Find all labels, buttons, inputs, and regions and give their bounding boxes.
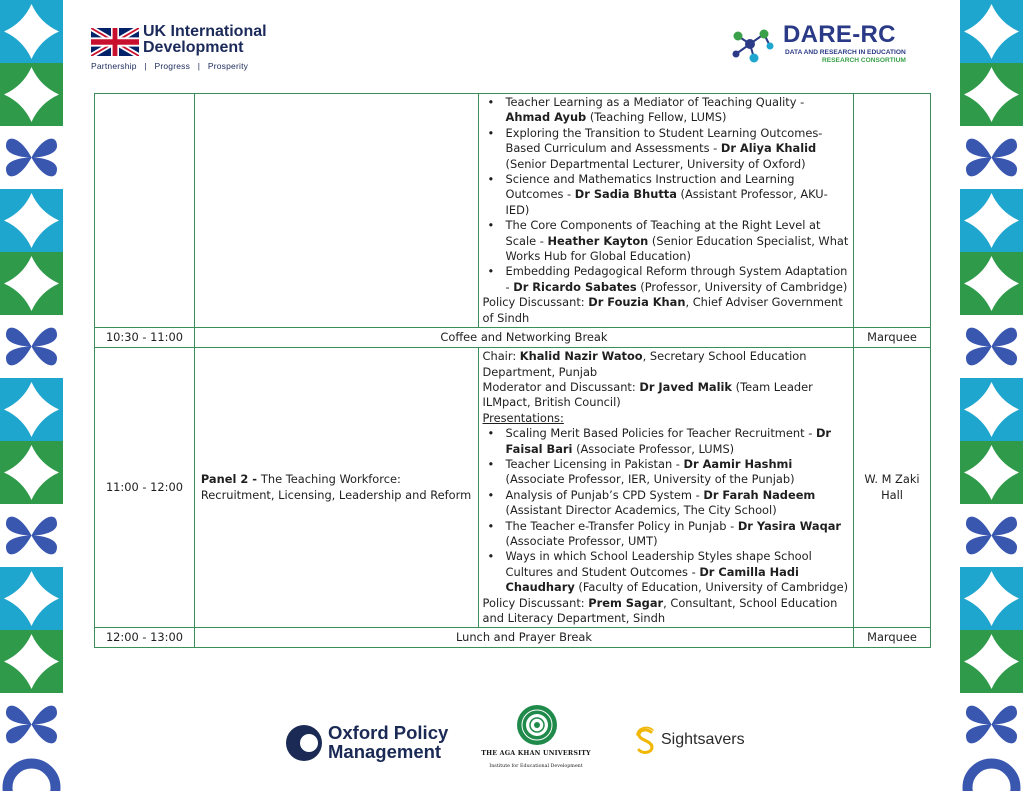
page-header: [63, 0, 960, 88]
policy-discussant: Policy Discussant: Dr Fouzia Khan, Chief Adviser Government of Sindh: [482, 295, 843, 325]
opm-name: Oxford Policy Management: [328, 722, 449, 762]
dare-subtitle: DATA AND RESEARCH IN EDUCATION: [785, 49, 906, 56]
venue-cell: Marquee: [854, 628, 931, 648]
list-item: • Science and Mathematics Instruction and Learning Outcomes - Dr Sadia Bhutta (Assistant Professor, AKU-IED): [483, 172, 850, 218]
venue-cell: W. M Zaki Hall: [854, 348, 931, 628]
details-cell: [478, 348, 854, 628]
session-cell: [194, 94, 478, 328]
presentation-list: [483, 426, 850, 595]
dare-title: DARE-RC: [783, 21, 896, 48]
break-label: Coffee and Networking Break: [194, 328, 853, 348]
list-item: • Exploring the Transition to Student Learning Outcomes-Based Curriculum and Assessments - Dr Aliya Khalid (Senior Departmental Lecturer, University of Oxford): [483, 126, 850, 172]
page-footer: [63, 700, 960, 791]
dare-rc-logo: [728, 22, 928, 70]
aku-name: THE AGA KHAN UNIVERSITY: [481, 750, 591, 757]
opm-circle-icon: [285, 724, 323, 762]
details-cell: [478, 94, 854, 328]
time-cell: 10:30 - 11:00: [95, 328, 195, 348]
list-item: • Embedding Pedagogical Reform through System Adaptation - Dr Ricardo Sabates (Professor, University of Cambridge): [483, 264, 850, 295]
network-nodes-icon: [728, 22, 776, 66]
list-item: • Teacher Licensing in Pakistan - Dr Aamir Hashmi (Associate Professor, IER, University of the Punjab): [483, 457, 850, 488]
table-row: [95, 628, 931, 648]
right-pattern-strip: [960, 0, 1023, 791]
time-cell: [95, 94, 195, 328]
list-item: • The Core Components of Teaching at the Right Level at Scale - Heather Kayton (Senior Education Specialist, What Works Hub for Global Education): [483, 218, 850, 264]
ukid-tagline: Partnership | Progress | Prosperity: [91, 61, 249, 71]
break-label: Lunch and Prayer Break: [194, 628, 853, 648]
table-row: [95, 94, 931, 328]
moderator-line: Moderator and Discussant: Dr Javed Malik (Team Leader ILMpact, British Council): [482, 379, 813, 410]
venue-cell: [854, 94, 931, 328]
uk-international-development-logo: [91, 24, 271, 74]
ukid-title: UK International Development: [143, 23, 267, 56]
left-pattern-strip: [0, 0, 63, 791]
list-item: • Scaling Merit Based Policies for Teacher Recruitment - Dr Faisal Bari (Associate Professor, LUMS): [483, 426, 850, 457]
dare-subtitle-green: RESEARCH CONSORTIUM: [822, 57, 906, 64]
presentations-heading: Presentations:: [482, 410, 564, 425]
sightsavers-mark-icon: [635, 726, 657, 756]
list-item: • Teacher Learning as a Mediator of Teaching Quality - Ahmad Ayub (Teaching Fellow, LUMS): [483, 95, 850, 126]
union-flag-icon: [91, 28, 139, 56]
policy-discussant: Policy Discussant: Prem Sagar, Consultant, School Education and Literacy Department, Sindh: [482, 595, 838, 625]
presentation-list: [483, 95, 850, 295]
aga-khan-university-logo: [481, 704, 591, 784]
sightsavers-logo: [635, 724, 755, 760]
aku-seal-icon: [516, 704, 558, 746]
time-cell: 11:00 - 12:00: [95, 348, 195, 628]
agenda-table: [94, 93, 931, 648]
list-item: • Ways in which School Leadership Styles shape School Cultures and Student Outcomes - Dr Camilla Hadi Chaudhary (Faculty of Education, University of Cambridge): [483, 549, 850, 595]
chair-line: Chair: Khalid Nazir Watoo, Secretary School Education Department, Punjab: [482, 349, 807, 379]
session-cell: Panel 2 - The Teaching Workforce: Recruitment, Licensing, Leadership and Reform: [194, 348, 478, 628]
table-row: [95, 328, 931, 348]
table-row: [95, 348, 931, 628]
sightsavers-name: Sightsavers: [661, 731, 745, 748]
venue-cell: Marquee: [854, 328, 931, 348]
list-item: • The Teacher e-Transfer Policy in Punjab - Dr Yasira Waqar (Associate Professor, UMT): [483, 519, 850, 550]
list-item: • Analysis of Punjab’s CPD System - Dr Farah Nadeem (Assistant Director Academics, The City School): [483, 488, 850, 519]
oxford-policy-management-logo: [285, 722, 449, 764]
aku-institute: Institute for Educational Development: [489, 764, 583, 769]
time-cell: 12:00 - 13:00: [95, 628, 195, 648]
